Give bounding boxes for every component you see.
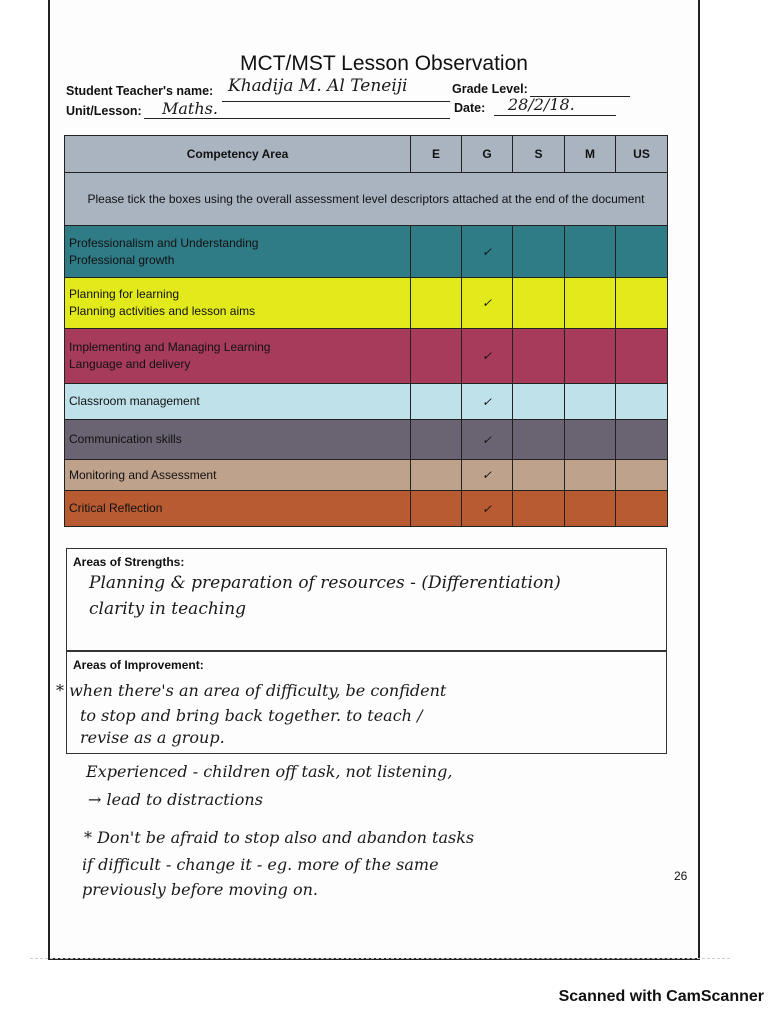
column-header-g: G [462,136,513,173]
competency-area-line: Planning activities and lesson aims [69,304,256,318]
scan-fold-line [30,958,730,959]
rating-cell-m[interactable] [565,329,616,384]
competency-area-name [65,420,411,460]
competency-row [65,226,668,278]
grade-level-label: Grade Level: [452,82,528,96]
rating-cell-m[interactable] [565,226,616,278]
column-header-m: M [565,136,616,173]
strengths-box [66,548,667,651]
rating-cell-us[interactable] [616,226,668,278]
rating-cell-s[interactable] [513,491,565,527]
strengths-label: Areas of Strengths: [73,555,185,569]
column-header-s: S [513,136,565,173]
rating-cell-e[interactable] [411,384,462,420]
unit-lesson-underline [144,118,450,119]
rating-cell-g[interactable] [462,384,513,420]
rating-cell-m[interactable] [565,384,616,420]
competency-area-line: Professionalism and Understanding [69,235,259,250]
tick-mark-icon: ✓ [481,244,493,259]
competency-row [65,460,668,491]
rating-cell-g[interactable] [462,278,513,329]
rating-cell-us[interactable] [616,420,668,460]
improvement-line: revise as a group. [80,728,225,747]
column-header-us: US [616,136,668,173]
rating-cell-g[interactable] [462,420,513,460]
competency-area-name [65,329,411,384]
improvement-line: * when there's an area of difficulty, be confident [56,681,447,700]
rating-cell-e[interactable] [411,278,462,329]
rating-cell-e[interactable] [411,460,462,491]
rating-cell-s[interactable] [513,329,565,384]
tick-mark-icon: ✓ [481,501,493,516]
competency-area-header: Competency Area [65,136,411,173]
improvement-note: → lead to distractions [88,790,263,809]
rating-cell-e[interactable] [411,420,462,460]
improvement-label: Areas of Improvement: [73,658,204,672]
rating-cell-g[interactable] [462,491,513,527]
competency-table [64,135,668,527]
competency-area-name [65,226,411,278]
competency-row [65,420,668,460]
instruction-text: Please tick the boxes using the overall assessment level descriptors attached at the end of the document [65,173,668,226]
rating-cell-us[interactable] [616,278,668,329]
form-title: MCT/MST Lesson Observation [240,52,528,75]
tick-mark-icon: ✓ [481,394,493,409]
rating-cell-g[interactable] [462,226,513,278]
rating-cell-g[interactable] [462,329,513,384]
rating-cell-s[interactable] [513,460,565,491]
tick-mark-icon: ✓ [481,468,493,482]
rating-cell-us[interactable] [616,384,668,420]
rating-cell-m[interactable] [565,491,616,527]
tick-mark-icon: ✓ [481,349,493,363]
rating-cell-m[interactable] [565,460,616,491]
improvement-note: if difficult - change it - eg. more of the same [82,855,439,874]
competency-row [65,329,668,384]
rating-cell-s[interactable] [513,278,565,329]
competency-area-line: Communication skills [69,432,182,446]
rating-cell-m[interactable] [565,420,616,460]
rating-cell-e[interactable] [411,491,462,527]
column-header-e: E [411,136,462,173]
competency-area-line: Professional growth [69,252,175,267]
rating-cell-e[interactable] [411,329,462,384]
competency-area-line: Planning for learning [69,287,180,301]
competency-area-line: Classroom management [69,394,200,408]
rating-cell-m[interactable] [565,278,616,329]
student-teacher-value: Khadija M. Al Teneiji [228,76,408,96]
rating-cell-s[interactable] [513,420,565,460]
competency-area-line: Critical Reflection [69,501,163,515]
unit-lesson-label: Unit/Lesson: [66,104,142,118]
improvement-note: Experienced - children off task, not listening, [86,762,453,781]
strengths-line: clarity in teaching [89,599,247,619]
date-underline [494,115,616,116]
competency-area-name [65,491,411,527]
rating-cell-s[interactable] [513,226,565,278]
date-value: 28/2/18. [508,95,575,114]
student-teacher-label: Student Teacher's name: [66,84,214,98]
strengths-line: Planning & preparation of resources - (Differentiation) [89,573,561,593]
improvement-line: to stop and bring back together. to teach / [80,706,423,725]
page-number: 26 [674,869,688,883]
rating-cell-s[interactable] [513,384,565,420]
tick-mark-icon: ✓ [481,432,493,447]
rating-cell-us[interactable] [616,460,668,491]
rating-cell-g[interactable] [462,460,513,491]
rating-cell-us[interactable] [616,491,668,527]
competency-row [65,384,668,420]
competency-area-name [65,278,411,329]
improvement-note: previously before moving on. [82,880,318,899]
tick-mark-icon: ✓ [481,296,493,310]
improvement-note: * Don't be afraid to stop also and abandon tasks [84,828,475,847]
student-teacher-underline [222,101,450,102]
competency-area-name [65,384,411,420]
competency-row [65,491,668,527]
rating-cell-e[interactable] [411,226,462,278]
rating-cell-us[interactable] [616,329,668,384]
scanner-watermark: Scanned with CamScanner [558,988,764,1005]
unit-lesson-value: Maths. [162,99,218,118]
competency-area-line: Monitoring and Assessment [69,467,217,482]
competency-area-line: Implementing and Managing Learning [69,340,271,354]
date-label: Date: [454,101,486,115]
competency-area-name [65,460,411,491]
competency-area-line: Language and delivery [69,357,191,371]
competency-row [65,278,668,329]
